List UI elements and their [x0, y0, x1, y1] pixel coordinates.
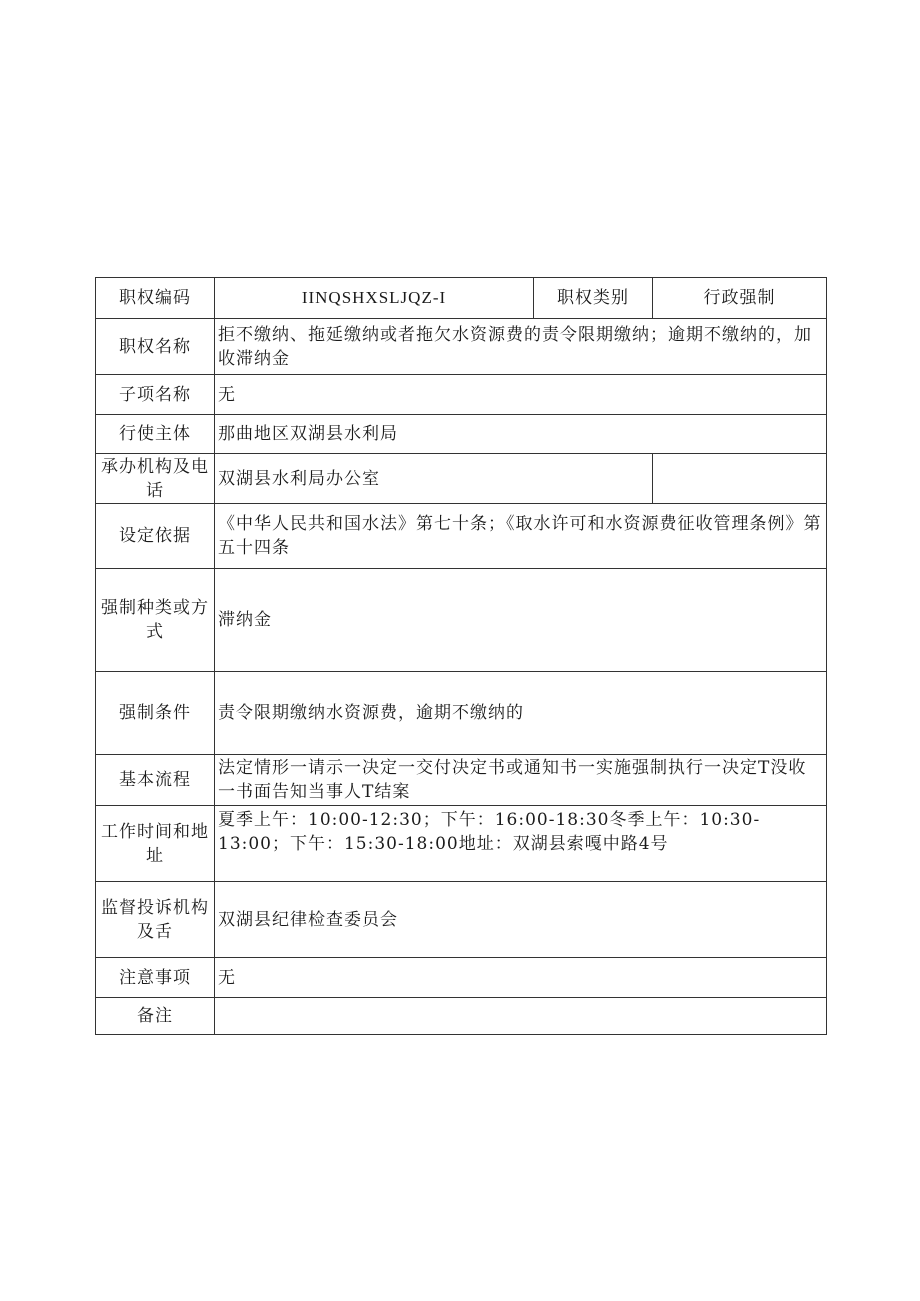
kind-label: 强制种类或方式: [96, 569, 215, 672]
subitem-label: 子项名称: [96, 375, 215, 415]
row-kind: [96, 569, 827, 672]
notes-label: 注意事项: [96, 958, 215, 998]
worktime-value: 夏季上午：10:00-12:30；下午：16:00-18:30冬季上午：10:30-13:00；下午：15:30-18:00地址：双湖县索嘎中路4号: [215, 806, 827, 882]
supervision-value: 双湖县纪律检查委员会: [215, 882, 827, 958]
row-supervision: [96, 882, 827, 958]
condition-label: 强制条件: [96, 672, 215, 755]
name-label: 职权名称: [96, 319, 215, 375]
remarks-value: [215, 998, 827, 1035]
row-basis: [96, 504, 827, 569]
supervision-label: 监督投诉机构及舌: [96, 882, 215, 958]
row-name: [96, 319, 827, 375]
code-label: 职权编码: [96, 278, 215, 319]
row-subject: [96, 415, 827, 454]
row-subitem: [96, 375, 827, 415]
row-process: [96, 755, 827, 806]
row-worktime: [96, 806, 827, 882]
handler-value: 双湖县水利局办公室: [215, 454, 653, 504]
row-condition: [96, 672, 827, 755]
worktime-label: 工作时间和地址: [96, 806, 215, 882]
kind-value: 滞纳金: [215, 569, 827, 672]
subitem-value: 无: [215, 375, 827, 415]
row-notes: [96, 958, 827, 998]
condition-value: 责令限期缴纳水资源费，逾期不缴纳的: [215, 672, 827, 755]
code-value: IINQSHXSLJQZ-I: [215, 278, 534, 319]
remarks-label: 备注: [96, 998, 215, 1035]
type-value: 行政强制: [653, 278, 827, 319]
name-value: 拒不缴纳、拖延缴纳或者拖欠水资源费的责令限期缴纳；逾期不缴纳的，加收滞纳金: [215, 319, 827, 375]
process-value: 法定情形一请示一决定一交付决定书或通知书一实施强制执行一决定T没收一书面告知当事人T结案: [215, 755, 827, 806]
basis-label: 设定依据: [96, 504, 215, 569]
row-remarks: [96, 998, 827, 1035]
subject-label: 行使主体: [96, 415, 215, 454]
subject-value: 那曲地区双湖县水利局: [215, 415, 827, 454]
row-handler: [96, 454, 827, 504]
row-code: [96, 278, 827, 319]
process-label: 基本流程: [96, 755, 215, 806]
handler-phone: [653, 454, 827, 504]
basis-value: 《中华人民共和国水法》第七十条；《取水许可和水资源费征收管理条例》第五十四条: [215, 504, 827, 569]
handler-label: 承办机构及电话: [96, 454, 215, 504]
notes-value: 无: [215, 958, 827, 998]
type-label: 职权类别: [534, 278, 653, 319]
power-info-table: [95, 277, 827, 1035]
